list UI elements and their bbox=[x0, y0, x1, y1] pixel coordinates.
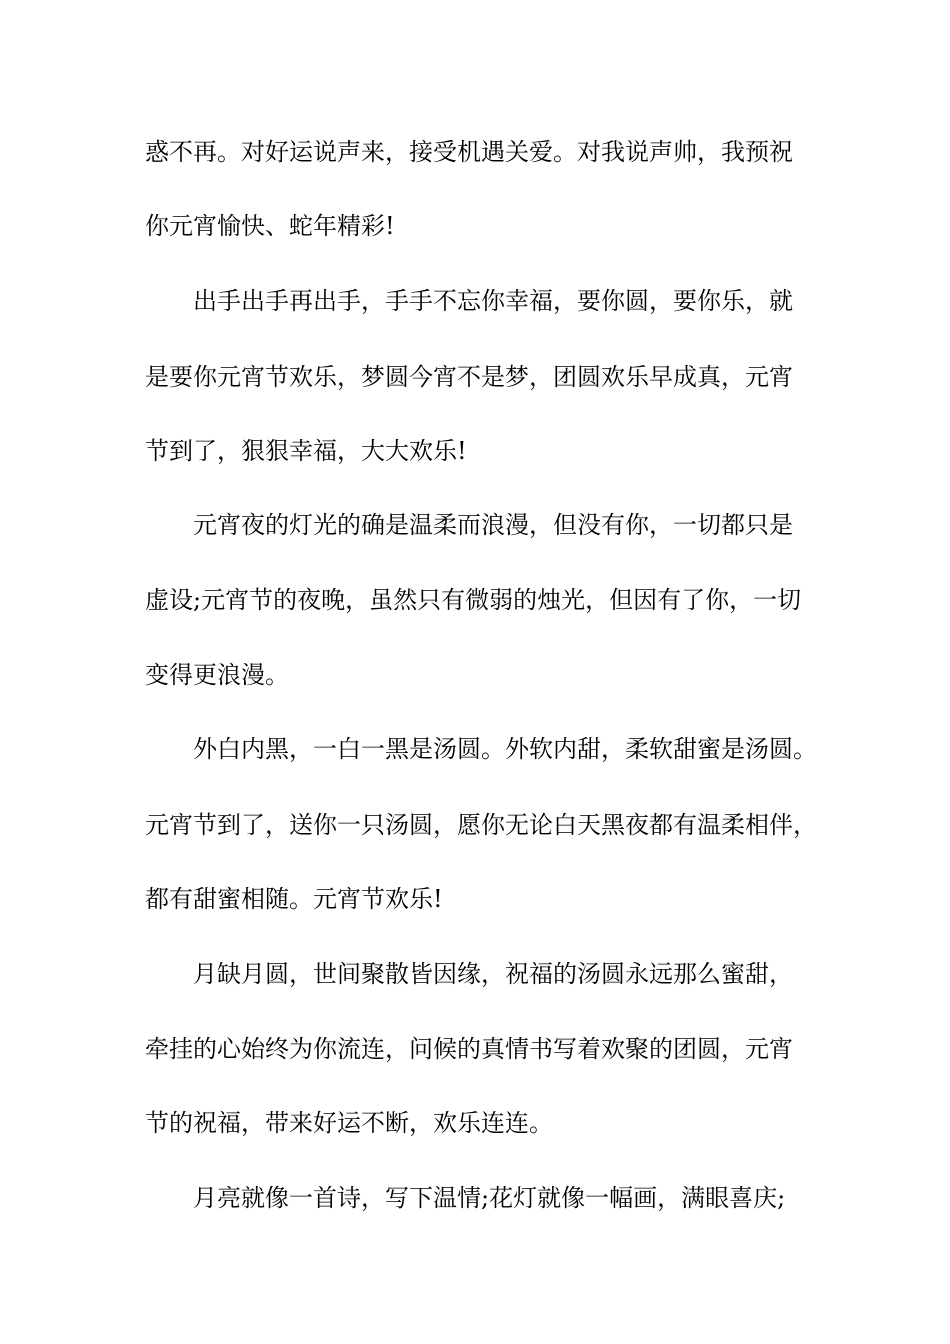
paragraph-first-line: 月缺月圆，世间聚散皆因缘，祝福的汤圆永远那么蜜甜， bbox=[193, 960, 793, 988]
text-line: 惑不再。对好运说声来，接受机遇关爱。对我说声帅，我预祝 bbox=[145, 138, 793, 166]
text-line: 元宵节到了，送你一只汤圆，愿你无论白天黑夜都有温柔相伴， bbox=[145, 811, 817, 839]
text-line: 虚设;元宵节的夜晚，虽然只有微弱的烛光，但因有了你，一切 bbox=[145, 586, 802, 614]
text-line: 你元宵愉快、蛇年精彩! bbox=[145, 212, 395, 240]
paragraph-first-line: 月亮就像一首诗，写下温情;花灯就像一幅画，满眼喜庆; bbox=[193, 1184, 786, 1212]
text-line: 变得更浪漫。 bbox=[145, 661, 289, 689]
text-line: 节到了，狠狠幸福，大大欢乐! bbox=[145, 437, 467, 465]
text-line: 都有甜蜜相随。元宵节欢乐! bbox=[145, 885, 443, 913]
paragraph-first-line: 外白内黑，一白一黑是汤圆。外软内甜，柔软甜蜜是汤圆。 bbox=[193, 735, 817, 763]
paragraph-first-line: 元宵夜的灯光的确是温柔而浪漫，但没有你，一切都只是 bbox=[193, 511, 793, 539]
text-line: 节的祝福，带来好运不断，欢乐连连。 bbox=[145, 1109, 553, 1137]
text-line: 牵挂的心始终为你流连，问候的真情书写着欢聚的团圆，元宵 bbox=[145, 1035, 793, 1063]
paragraph-first-line: 出手出手再出手，手手不忘你幸福，要你圆，要你乐，就 bbox=[193, 287, 793, 315]
text-line: 是要你元宵节欢乐，梦圆今宵不是梦，团圆欢乐早成真，元宵 bbox=[145, 363, 793, 391]
